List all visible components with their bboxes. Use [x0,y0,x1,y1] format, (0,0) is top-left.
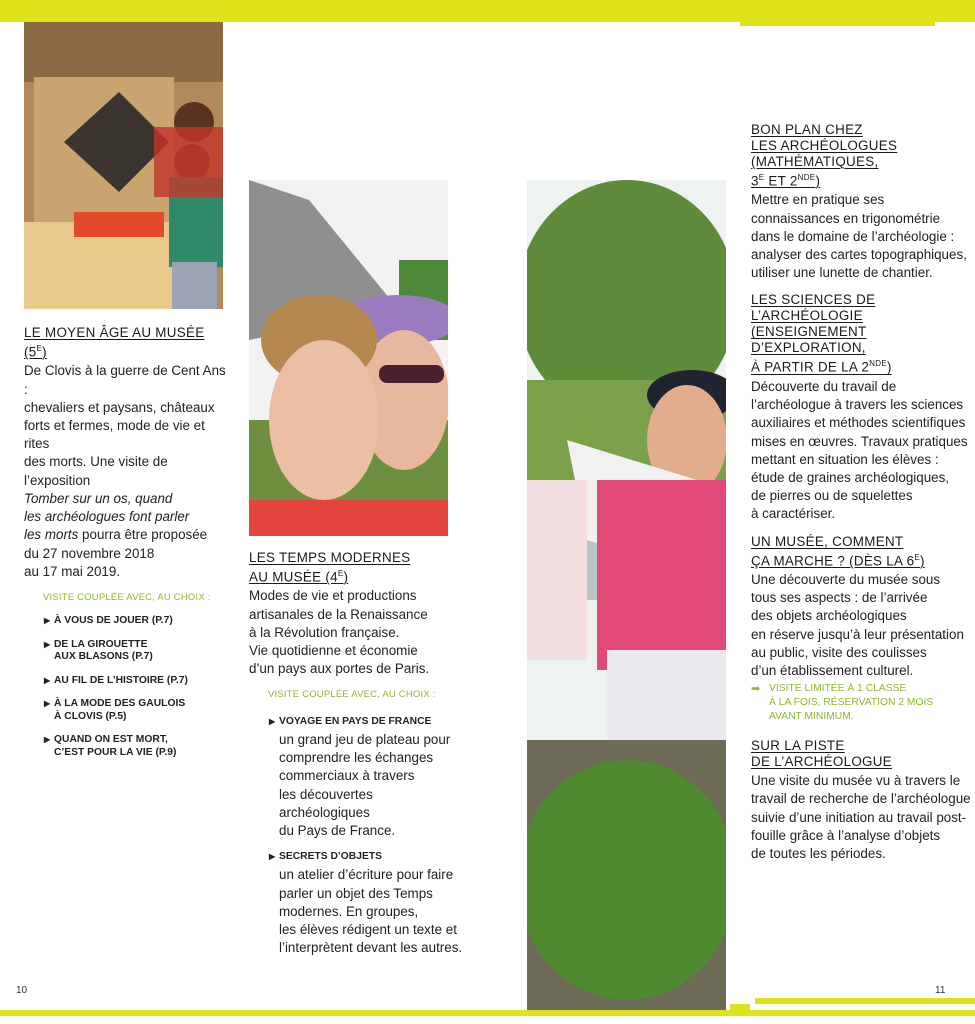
section-body-bon-plan: Mettre en pratique ses connaissances en trigonométrie dans le domaine de l’archéologie : analyser des cartes topographiques, utiliser une lunette de chantier. [751,192,967,281]
list-item: ▶ À VOUS DE JOUER (P.7) [44,615,229,628]
arrow-right-icon: ➡ [751,683,761,696]
option-title: ▶ SECRETS D’OBJETS [269,848,464,866]
photo-children-dig-site [527,180,726,1010]
column-right [751,122,971,873]
section-musee [751,534,971,725]
page-number-left: 10 [16,985,28,996]
section-body-temps-modernes: Modes de vie et productions artisanales de la Renaissance à la Révolution française. Vie quotidienne et économie d’un pays aux portes de Paris. [249,588,430,677]
photo-children-looking-up [249,180,448,536]
section-bon-plan [751,122,971,282]
reservation-note: ➡ VISITE LIMITÉE À 1 CLASSE À LA FOIS, RÉSERVATION 2 MOIS AVANT MINIMUM. [751,683,934,723]
section-piste [751,738,971,863]
list-item: ▶ À LA MODE DES GAULOIS À CLOVIS (P.5) [44,698,229,723]
section-title-sciences: LES SCIENCES DE L’ARCHÉOLOGIE (ENSEIGNEMENT D’EXPLORATION, À PARTIR DE LA 2NDE) [751,292,892,375]
column-temps-modernes [249,550,464,965]
option-secrets [269,848,464,957]
section-sciences [751,292,971,523]
section-title-bon-plan: BON PLAN CHEZ LES ARCHÉOLOGUES (MATHÉMATIQUES, $3^E$ ET 2NDE) [751,122,898,189]
section-title-musee: UN MUSÉE, COMMENT ÇA MARCHE ? (DÈS LA $6^E$) [751,533,925,569]
section-title-piste: SUR LA PISTE DE L’ARCHÉOLOGUE [751,738,892,770]
option-desc: un grand jeu de plateau pour comprendre les échanges commerciaux à travers les découvertes archéologiques du Pays de France. [279,731,451,838]
visite-label: VISITE COUPLÉE AVEC, AU CHOIX : [268,689,436,701]
section-title-moyen-age: LE MOYEN ÂGE AU MUSÉE $(5^E)$ [24,325,205,360]
bottom-accent-notch [755,998,975,1004]
list-item: ▶ AU FIL DE L’HISTOIRE (P.7) [44,675,229,688]
option-voyage [269,713,464,840]
bottom-accent-notch-small [730,1004,750,1010]
section-title-temps-modernes: LES TEMPS MODERNES AU MUSÉE $(4^E)$ [249,550,411,585]
photo-museum-display [24,22,223,309]
top-accent-notch [740,20,935,26]
top-accent-bar [0,0,975,22]
page-number-right: 11 [935,985,946,996]
option-desc: un atelier d’écriture pour faire parler un objet des Temps modernes. En groupes, les élèves rédigent un texte et l’interprètent devant les autres. [279,867,463,956]
column-moyen-age [24,325,229,770]
visite-label: VISITE COUPLÉE AVEC, AU CHOIX : [43,591,211,603]
list-item: ▶ DE LA GIROUETTE AUX BLASONS (P.7) [44,639,229,664]
section-body-musee: Une découverte du musée sous tous ses aspects : de l’arrivée des objets archéologiques en réserve jusqu’à leur présentation au public, visite des coulisses d’un établissement culturel. [751,572,964,679]
section-body-piste: Une visite du musée vu à travers le travail de recherche de l’archéologue suivie d’une initiation au travail post- fouille grâce à l’analyse d’objets de toutes les périodes. [751,773,971,862]
section-body-sciences: Découverte du travail de l’archéologue à travers les sciences auxiliaires et méthodes scientifiques mises en œuvres. Travaux pratiques mettant en situation les élèves : étude de graines archéologiques, de pierres ou de squelettes à caractériser. [751,378,968,522]
section-body-moyen-age: De Clovis à la guerre de Cent Ans : chevaliers et paysans, châteaux forts et fermes, mode de vie et rites des morts. Une visite de l’exposition Tomber sur un os, quand les archéologues font parler les morts pourra être proposée du 27 novembre 2018 au 17 mai 2019. [24,363,226,579]
option-title: ▶ VOYAGE EN PAYS DE FRANCE [269,713,464,731]
bottom-accent-bar [0,1010,975,1016]
list-item: ▶ QUAND ON EST MORT, C’EST POUR LA VIE (P.9) [44,734,229,759]
options-list [24,615,229,759]
